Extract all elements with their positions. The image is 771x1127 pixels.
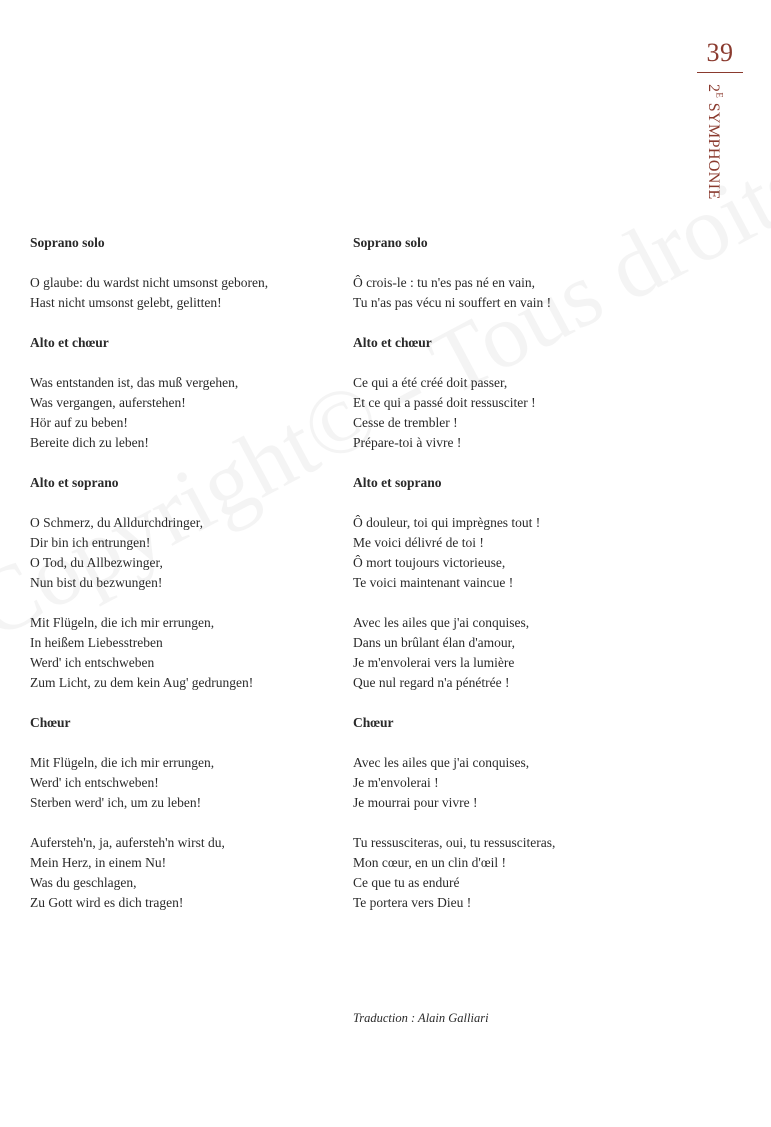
french-verse-line: Ô mort toujours victorieuse, bbox=[353, 555, 506, 570]
german-stanza bbox=[30, 613, 350, 693]
german-verse-line: Sterben werd' ich, um zu leben! bbox=[30, 795, 202, 810]
french-verse-line: Ô douleur, toi qui imprègnes tout ! bbox=[353, 515, 541, 530]
german-verse-line: Dir bin ich entrungen! bbox=[30, 535, 151, 550]
running-head bbox=[704, 84, 724, 200]
german-stanza bbox=[30, 373, 350, 453]
german-verse-line: Mein Herz, in einem Nu! bbox=[30, 855, 167, 870]
german-verse-line: Hör auf zu beben! bbox=[30, 415, 128, 430]
french-verse-line: Avec les ailes que j'ai conquises, bbox=[353, 615, 530, 630]
french-verse-line: Mon cœur, en un clin d'œil ! bbox=[353, 855, 506, 870]
running-head-num: 2 bbox=[705, 84, 722, 93]
german-section-heading: Alto et soprano bbox=[30, 475, 119, 490]
german-verse-line: Werd' ich entschweben! bbox=[30, 775, 159, 790]
french-verse-line: Ô crois-le : tu n'es pas né en vain, bbox=[353, 275, 536, 290]
french-verse-line: Ce qui a été créé doit passer, bbox=[353, 375, 508, 390]
german-stanza bbox=[30, 753, 350, 813]
french-verse-line: Ce que tu as enduré bbox=[353, 875, 460, 890]
french-verse-line: Dans un brûlant élan d'amour, bbox=[353, 635, 515, 650]
french-section-heading: Soprano solo bbox=[353, 235, 428, 250]
french-text-column bbox=[353, 233, 673, 933]
french-section-heading: Alto et chœur bbox=[353, 335, 432, 350]
french-verse-line: Prépare-toi à vivre ! bbox=[353, 435, 462, 450]
french-stanza bbox=[353, 613, 673, 693]
german-verse-line: Was du geschlagen, bbox=[30, 875, 137, 890]
french-stanza bbox=[353, 273, 673, 313]
french-verse-line: Et ce qui a passé doit ressusciter ! bbox=[353, 395, 536, 410]
german-verse-line: Zu Gott wird es dich tragen! bbox=[30, 895, 184, 910]
german-verse-line: In heißem Liebesstreben bbox=[30, 635, 163, 650]
german-stanza bbox=[30, 833, 350, 913]
french-verse-line: Tu n'as pas vécu ni souffert en vain ! bbox=[353, 295, 552, 310]
french-verse-line: Que nul regard n'a pénétrée ! bbox=[353, 675, 510, 690]
german-verse-line: Mit Flügeln, die ich mir errungen, bbox=[30, 755, 215, 770]
french-verse-line: Avec les ailes que j'ai conquises, bbox=[353, 755, 530, 770]
german-verse-line: O Schmerz, du Alldurchdringer, bbox=[30, 515, 204, 530]
french-verse-line: Je m'envolerai ! bbox=[353, 775, 439, 790]
german-section-heading: Soprano solo bbox=[30, 235, 105, 250]
french-verse-line: Te portera vers Dieu ! bbox=[353, 895, 472, 910]
french-stanza bbox=[353, 753, 673, 813]
german-verse-line: Bereite dich zu leben! bbox=[30, 435, 149, 450]
german-section-heading: Chœur bbox=[30, 715, 71, 730]
german-verse-line: Mit Flügeln, die ich mir errungen, bbox=[30, 615, 215, 630]
page-number-rule bbox=[697, 72, 743, 73]
translation-credit: Traduction : Alain Galliari bbox=[353, 1011, 489, 1025]
french-verse-line: Cesse de trembler ! bbox=[353, 415, 458, 430]
german-section-heading: Alto et chœur bbox=[30, 335, 109, 350]
german-verse-line: Werd' ich entschweben bbox=[30, 655, 155, 670]
german-verse-line: Zum Licht, zu dem kein Aug' gedrungen! bbox=[30, 675, 254, 690]
page-number: 39 bbox=[706, 38, 734, 67]
french-verse-line: Te voici maintenant vaincue ! bbox=[353, 575, 514, 590]
german-verse-line: Nun bist du bezwungen! bbox=[30, 575, 163, 590]
german-verse-line: O Tod, du Allbezwinger, bbox=[30, 555, 163, 570]
french-verse-line: Je mourrai pour vivre ! bbox=[353, 795, 478, 810]
german-verse-line: Aufersteh'n, ja, aufersteh'n wirst du, bbox=[30, 835, 225, 850]
german-verse-line: Was vergangen, auferstehen! bbox=[30, 395, 186, 410]
german-verse-line: Was entstanden ist, das muß vergehen, bbox=[30, 375, 239, 390]
french-stanza bbox=[353, 373, 673, 453]
german-stanza bbox=[30, 273, 350, 313]
french-section-heading: Chœur bbox=[353, 715, 394, 730]
german-verse-line: O glaube: du wardst nicht umsonst geboren, bbox=[30, 275, 269, 290]
running-head-text: SYMPHONIE bbox=[705, 98, 722, 200]
french-verse-line: Me voici délivré de toi ! bbox=[353, 535, 484, 550]
french-stanza bbox=[353, 833, 673, 913]
german-verse-line: Hast nicht umsonst gelebt, gelitten! bbox=[30, 295, 222, 310]
running-head-sup: E bbox=[714, 92, 725, 99]
french-verse-line: Je m'envolerai vers la lumière bbox=[353, 655, 515, 670]
french-verse-line: Tu ressusciteras, oui, tu ressusciteras, bbox=[353, 835, 556, 850]
german-stanza bbox=[30, 513, 350, 593]
french-stanza bbox=[353, 513, 673, 593]
french-section-heading: Alto et soprano bbox=[353, 475, 442, 490]
german-text-column bbox=[30, 233, 350, 933]
